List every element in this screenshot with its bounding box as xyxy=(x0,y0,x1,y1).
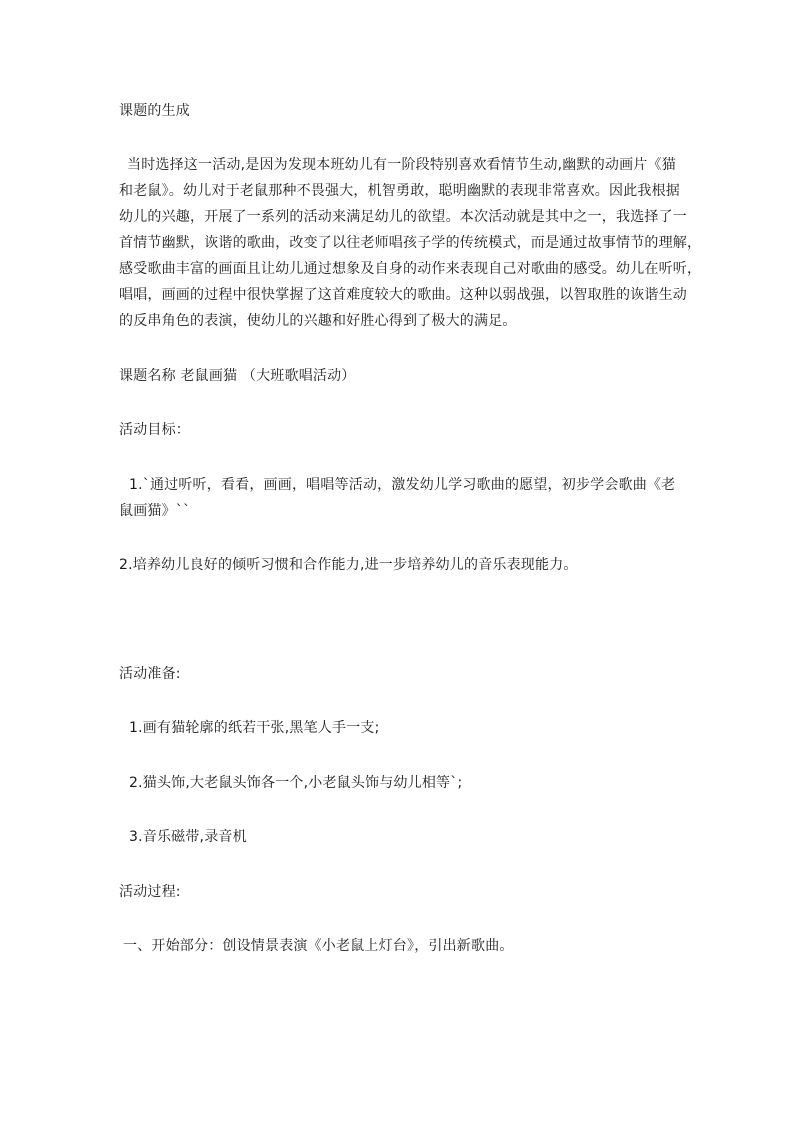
intro-line-4: 首情节幽默，诙谐的歌曲，改变了以往老师唱孩子学的传统模式，而是通过故事情节的理解， xyxy=(119,235,702,251)
process-step-1: 一、开始部分：创设情景表演《小老鼠上灯台》，引出新歌曲。 xyxy=(123,938,514,954)
intro-line-2: 和老鼠》。幼儿对于老鼠那种不畏强大，机智勇敢，聪明幽默的表现非常喜欢。因此我根据 xyxy=(119,183,680,199)
intro-line-7: 的反串角色的表演，使幼儿的兴趣和好胜心得到了极大的满足。 xyxy=(119,313,517,329)
intro-line-3: 幼儿的兴趣，开展了一系列的活动来满足幼儿的欲望。本次活动就是其中之一，我选择了一 xyxy=(119,209,687,225)
process-heading: 活动过程: xyxy=(119,884,181,900)
prep-heading: 活动准备: xyxy=(119,666,181,682)
intro-line-5: 感受歌曲丰富的画面且让幼儿通过想象及自身的动作来表现自己对歌曲的感受。幼儿在听听， xyxy=(119,261,702,277)
goal-1-line-1: 1.`通过听听，看看，画画，唱唱等活动，激发幼儿学习歌曲的愿望，初步学会歌曲《老 xyxy=(129,477,676,493)
prep-item-1: 1.画有猫轮廓的纸若干张,黑笔人手一支; xyxy=(129,720,380,736)
intro-line-6: 唱唱，画画的过程中很快掌握了这首难度较大的歌曲。这种以弱战强，以智取胜的诙谐生动 xyxy=(119,287,687,303)
prep-item-3: 3.音乐磁带,录音机 xyxy=(129,829,247,845)
topic-name: 课题名称 老鼠画猫 （大班歌唱活动） xyxy=(119,368,356,384)
prep-item-2: 2.猫头饰,大老鼠头饰各一个,小老鼠头饰与幼儿相等`; xyxy=(129,775,463,791)
intro-line-1: 当时选择这一活动,是因为发现本班幼儿有一阶段特别喜欢看情节生动,幽默的动画片《猫 xyxy=(127,157,676,173)
goal-1-line-2: 鼠画猫》`` xyxy=(119,503,191,519)
goals-heading: 活动目标： xyxy=(119,422,190,438)
heading-origin: 课题的生成 xyxy=(119,103,190,119)
goal-2: 2.培养幼儿良好的倾听习惯和合作能力,进一步培养幼儿的音乐表现能力。 xyxy=(119,557,578,573)
